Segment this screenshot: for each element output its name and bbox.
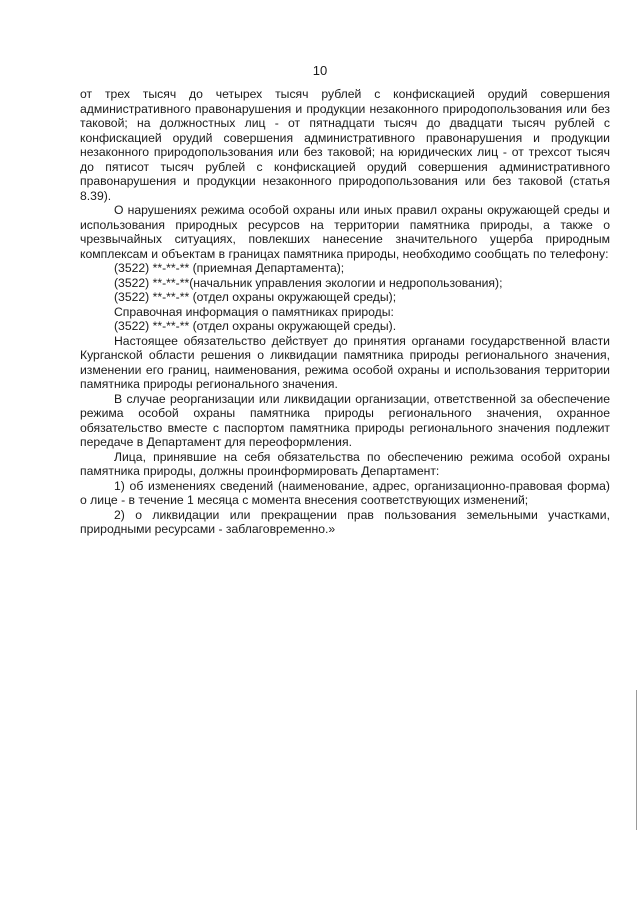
list-item-changes: 1) об изменениях сведений (наименование, адрес, организационно-правовая форма) о лице - в течение 1 месяца с момента внесения соответствующих изменений; [80,478,610,507]
phone-reference: (3522) **-**-** (отдел охраны окружающей среды). [114,319,397,333]
list-item-liquidation: 2) о ликвидации или прекращении прав пользования земельными участками, природными ресурсами - заблаговременно.» [80,507,610,536]
phone-reception: (3522) **-**-** (приемная Департамента); [114,261,345,275]
page-number: 10 [312,63,328,78]
scan-edge-line [636,690,637,830]
paragraph-validity: Настоящее обязательство действует до принятия органами государственной власти Курганской области решения о ликвидации памятника природы регионального значения, изменении его границ, наименования, режима особой охраны и использования территории памятника природы регионального значения. [80,333,610,391]
paragraph-reorganization: В случае реорганизации или ликвидации организации, ответственной за обеспечение режима особой охраны памятника природы регионального значения, охранное обязательство вместе с паспортом памятника природы регионального значения подлежит передаче в Департамент для переоформления. [80,391,610,449]
paragraph-inform-obligation: Лица, принявшие на себя обязательства по обеспечению режима особой охраны памятника природы, должны проинформировать Департамент: [80,449,610,478]
paragraph-report-violations: О нарушениях режима особой охраны или иных правил охраны окружающей среды и использования природных ресурсов на территории памятника природы, а также о чрезвычайных ситуациях, повлекших нанесение значительного ущерба природным комплексам и объектам в границах памятника природы, необходимо сообщать по телефону: [80,203,610,261]
reference-info-label: Справочная информация о памятниках природы: [114,304,394,319]
phone-ecology-head: (3522) **-**-**(начальник управления экологии и недропользования); [114,275,503,290]
phone-environment-dept: (3522) **-**-** (отдел охраны окружающей среды); [114,290,397,304]
document-body [80,87,610,537]
paragraph-fines: от трех тысяч до четырех тысяч рублей с конфискацией орудий совершения административного правонарушения и продукции незаконного природопользования или без таковой; на должностных лиц - от пятнадцати тысяч до двадцати тысяч рублей с конфискацией орудий совершения административного правонарушения и продукции незаконного природопользования или без таковой; на юридических лиц - от трехсот тысяч до пятисот тысяч рублей с конфискацией орудий совершения административного правонарушения и продукции незаконного природопользования или без таковой (статья 8.39). [80,87,610,203]
